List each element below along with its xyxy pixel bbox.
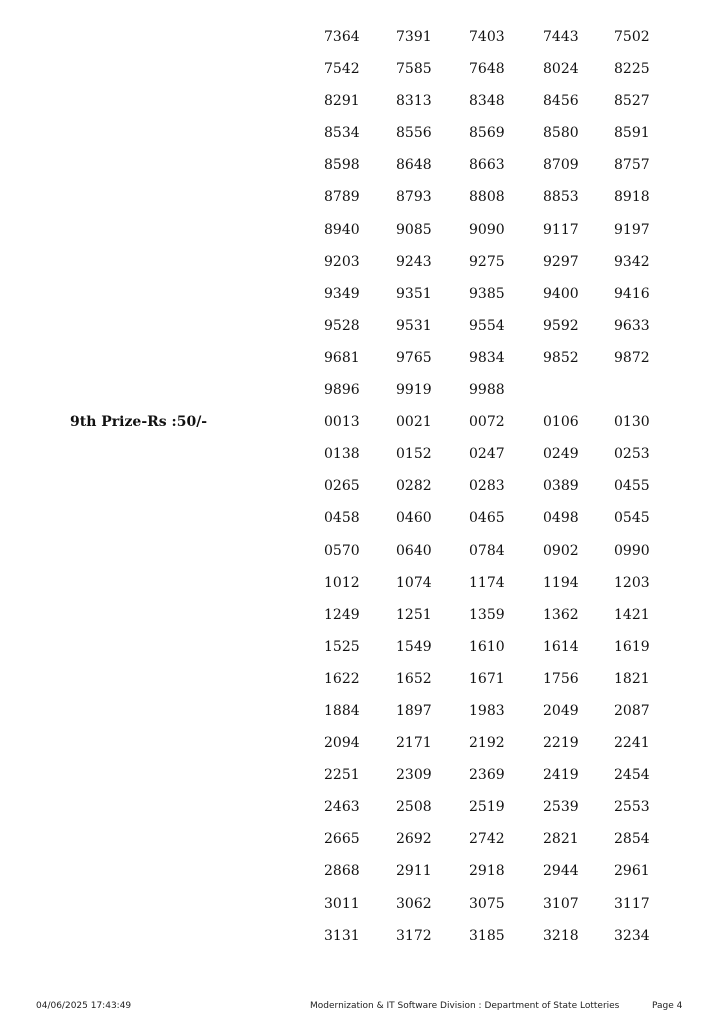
prize-heading: 9th Prize-Rs :50/-: [70, 414, 208, 430]
number-row: [0, 442, 724, 474]
ticket-number: 8648: [396, 157, 432, 174]
ticket-number: 8808: [469, 189, 505, 206]
number-row: [0, 474, 724, 506]
ticket-number: 8527: [614, 93, 650, 110]
ticket-number: 1610: [469, 638, 505, 655]
ticket-number: 2087: [614, 702, 650, 719]
ticket-number: 8348: [469, 93, 505, 110]
ticket-number: 0106: [543, 414, 579, 431]
ticket-number: 8313: [396, 93, 432, 110]
ticket-number: 7502: [614, 29, 650, 45]
ticket-number: 9852: [543, 349, 579, 366]
ticket-number: 1821: [614, 670, 650, 687]
ticket-number: 2369: [469, 767, 505, 784]
number-row: [0, 859, 724, 891]
ticket-number: 1362: [543, 606, 579, 623]
ticket-number: 9681: [324, 349, 360, 366]
ticket-number: 8591: [614, 125, 650, 142]
ticket-number: 1614: [543, 638, 579, 655]
number-row: [0, 924, 724, 956]
ticket-number-grid: [0, 25, 724, 956]
ticket-number: 9197: [614, 221, 650, 238]
footer-timestamp: 04/06/2025 17:43:49: [36, 1001, 132, 1011]
number-row: [0, 506, 724, 538]
ticket-number: 3075: [469, 895, 505, 912]
ticket-number: 1174: [469, 574, 505, 591]
number-row: [0, 667, 724, 699]
ticket-number: 8456: [543, 93, 579, 110]
ticket-number: 2742: [469, 831, 505, 848]
ticket-number: 9531: [396, 317, 432, 334]
ticket-number: 7443: [543, 29, 579, 45]
ticket-number: 0021: [396, 414, 432, 431]
ticket-number: 0498: [543, 510, 579, 527]
ticket-number: 7364: [324, 29, 360, 45]
ticket-number: 1203: [614, 574, 650, 591]
ticket-number: 9834: [469, 349, 505, 366]
ticket-number: 0990: [614, 542, 650, 559]
ticket-number: 7585: [396, 61, 432, 78]
ticket-number: 1622: [324, 670, 360, 687]
ticket-number: 9243: [396, 253, 432, 270]
ticket-number: 0455: [614, 478, 650, 495]
ticket-number: 1884: [324, 702, 360, 719]
ticket-number: 8598: [324, 157, 360, 174]
ticket-number: 8793: [396, 189, 432, 206]
number-row: [0, 827, 724, 859]
ticket-number: 3218: [543, 927, 579, 944]
ticket-number: 0152: [396, 446, 432, 463]
ticket-number: 9349: [324, 285, 360, 302]
ticket-number: 2918: [469, 863, 505, 880]
footer-division: Modernization & IT Software Division : Department of State Lotteries: [310, 1001, 620, 1011]
number-row: [0, 731, 724, 763]
number-row: [0, 89, 724, 121]
ticket-number: 0640: [396, 542, 432, 559]
number-row: [0, 603, 724, 635]
ticket-number: 1525: [324, 638, 360, 655]
number-row: [0, 635, 724, 667]
ticket-number: 3172: [396, 927, 432, 944]
ticket-number: 9416: [614, 285, 650, 302]
ticket-number: 0465: [469, 510, 505, 527]
ticket-number: 1421: [614, 606, 650, 623]
ticket-number: 8580: [543, 125, 579, 142]
ticket-number: 9592: [543, 317, 579, 334]
ticket-number: 0247: [469, 446, 505, 463]
ticket-number: 3117: [614, 895, 650, 912]
ticket-number: 2251: [324, 767, 360, 784]
ticket-number: 9896: [324, 382, 360, 399]
ticket-number: 9117: [543, 221, 579, 238]
ticket-number: 2821: [543, 831, 579, 848]
ticket-number: 1671: [469, 670, 505, 687]
ticket-number: 0130: [614, 414, 650, 431]
ticket-number: 2463: [324, 799, 360, 816]
ticket-number: 0249: [543, 446, 579, 463]
ticket-number: 0283: [469, 478, 505, 495]
number-row: [0, 57, 724, 89]
number-row: [0, 25, 724, 57]
ticket-number: 2508: [396, 799, 432, 816]
ticket-number: 2911: [396, 863, 432, 880]
ticket-number: 8556: [396, 125, 432, 142]
ticket-number: 8291: [324, 93, 360, 110]
number-row: [0, 218, 724, 250]
ticket-number: 0282: [396, 478, 432, 495]
ticket-number: 9872: [614, 349, 650, 366]
ticket-number: 0253: [614, 446, 650, 463]
ticket-number: 1249: [324, 606, 360, 623]
ticket-number: 2519: [469, 799, 505, 816]
ticket-number: 3185: [469, 927, 505, 944]
ticket-number: 0265: [324, 478, 360, 495]
ticket-number: 0902: [543, 542, 579, 559]
ticket-number: 9342: [614, 253, 650, 270]
ticket-number: 2171: [396, 735, 432, 752]
ticket-number: 2419: [543, 767, 579, 784]
ticket-number: 9400: [543, 285, 579, 302]
ticket-number: 0138: [324, 446, 360, 463]
ticket-number: 2868: [324, 863, 360, 880]
ticket-number: 7542: [324, 61, 360, 78]
ticket-number: 7391: [396, 29, 432, 45]
ticket-number: 2665: [324, 831, 360, 848]
ticket-number: 2553: [614, 799, 650, 816]
ticket-number: 1194: [543, 574, 579, 591]
ticket-number: 9554: [469, 317, 505, 334]
ticket-number: 9919: [396, 382, 432, 399]
ticket-number: 1756: [543, 670, 579, 687]
number-row: [0, 410, 724, 442]
ticket-number: 1359: [469, 606, 505, 623]
ticket-number: 0458: [324, 510, 360, 527]
ticket-number: 1074: [396, 574, 432, 591]
ticket-number: 9297: [543, 253, 579, 270]
ticket-number: 0784: [469, 542, 505, 559]
ticket-number: 0460: [396, 510, 432, 527]
ticket-number: 9203: [324, 253, 360, 270]
number-row: [0, 121, 724, 153]
ticket-number: 7648: [469, 61, 505, 78]
ticket-number: 7403: [469, 29, 505, 45]
ticket-number: 0013: [324, 414, 360, 431]
ticket-number: 2961: [614, 863, 650, 880]
ticket-number: 9090: [469, 221, 505, 238]
number-row: [0, 795, 724, 827]
ticket-number: 8569: [469, 125, 505, 142]
ticket-number: 8940: [324, 221, 360, 238]
number-row: [0, 346, 724, 378]
ticket-number: 1652: [396, 670, 432, 687]
ticket-number: 8757: [614, 157, 650, 174]
ticket-number: 0389: [543, 478, 579, 495]
ticket-number: 1619: [614, 638, 650, 655]
number-row: [0, 539, 724, 571]
ticket-number: 9633: [614, 317, 650, 334]
ticket-number: 3062: [396, 895, 432, 912]
ticket-number: 3107: [543, 895, 579, 912]
ticket-number: 9275: [469, 253, 505, 270]
number-row: [0, 571, 724, 603]
ticket-number: 8534: [324, 125, 360, 142]
ticket-number: 1012: [324, 574, 360, 591]
ticket-number: 2192: [469, 735, 505, 752]
ticket-number: 2219: [543, 735, 579, 752]
ticket-number: 9528: [324, 317, 360, 334]
ticket-number: 8225: [614, 61, 650, 78]
number-row: [0, 250, 724, 282]
ticket-number: 3131: [324, 927, 360, 944]
ticket-number: 2309: [396, 767, 432, 784]
ticket-number: 2854: [614, 831, 650, 848]
ticket-number: 1983: [469, 702, 505, 719]
ticket-number: 2539: [543, 799, 579, 816]
ticket-number: 8789: [324, 189, 360, 206]
ticket-number: 1897: [396, 702, 432, 719]
number-row: [0, 282, 724, 314]
number-row: [0, 892, 724, 924]
ticket-number: 2454: [614, 767, 650, 784]
ticket-number: 2094: [324, 735, 360, 752]
ticket-number: 2944: [543, 863, 579, 880]
ticket-number: 9085: [396, 221, 432, 238]
ticket-number: 3234: [614, 927, 650, 944]
number-row: [0, 699, 724, 731]
ticket-number: 8709: [543, 157, 579, 174]
footer-page-number: Page 4: [652, 1001, 683, 1011]
ticket-number: 9385: [469, 285, 505, 302]
ticket-number: 0570: [324, 542, 360, 559]
ticket-number: 2241: [614, 735, 650, 752]
number-row: [0, 763, 724, 795]
number-row: [0, 314, 724, 346]
number-row: [0, 185, 724, 217]
ticket-number: 2049: [543, 702, 579, 719]
ticket-number: 8024: [543, 61, 579, 78]
ticket-number: 8918: [614, 189, 650, 206]
ticket-number: 3011: [324, 895, 360, 912]
ticket-number: 0545: [614, 510, 650, 527]
number-row: [0, 153, 724, 185]
ticket-number: 1251: [396, 606, 432, 623]
ticket-number: 2692: [396, 831, 432, 848]
ticket-number: 9351: [396, 285, 432, 302]
ticket-number: 9765: [396, 349, 432, 366]
ticket-number: 1549: [396, 638, 432, 655]
ticket-number: 8663: [469, 157, 505, 174]
number-row: [0, 378, 724, 410]
ticket-number: 0072: [469, 414, 505, 431]
ticket-number: 9988: [469, 382, 505, 399]
ticket-number: 8853: [543, 189, 579, 206]
